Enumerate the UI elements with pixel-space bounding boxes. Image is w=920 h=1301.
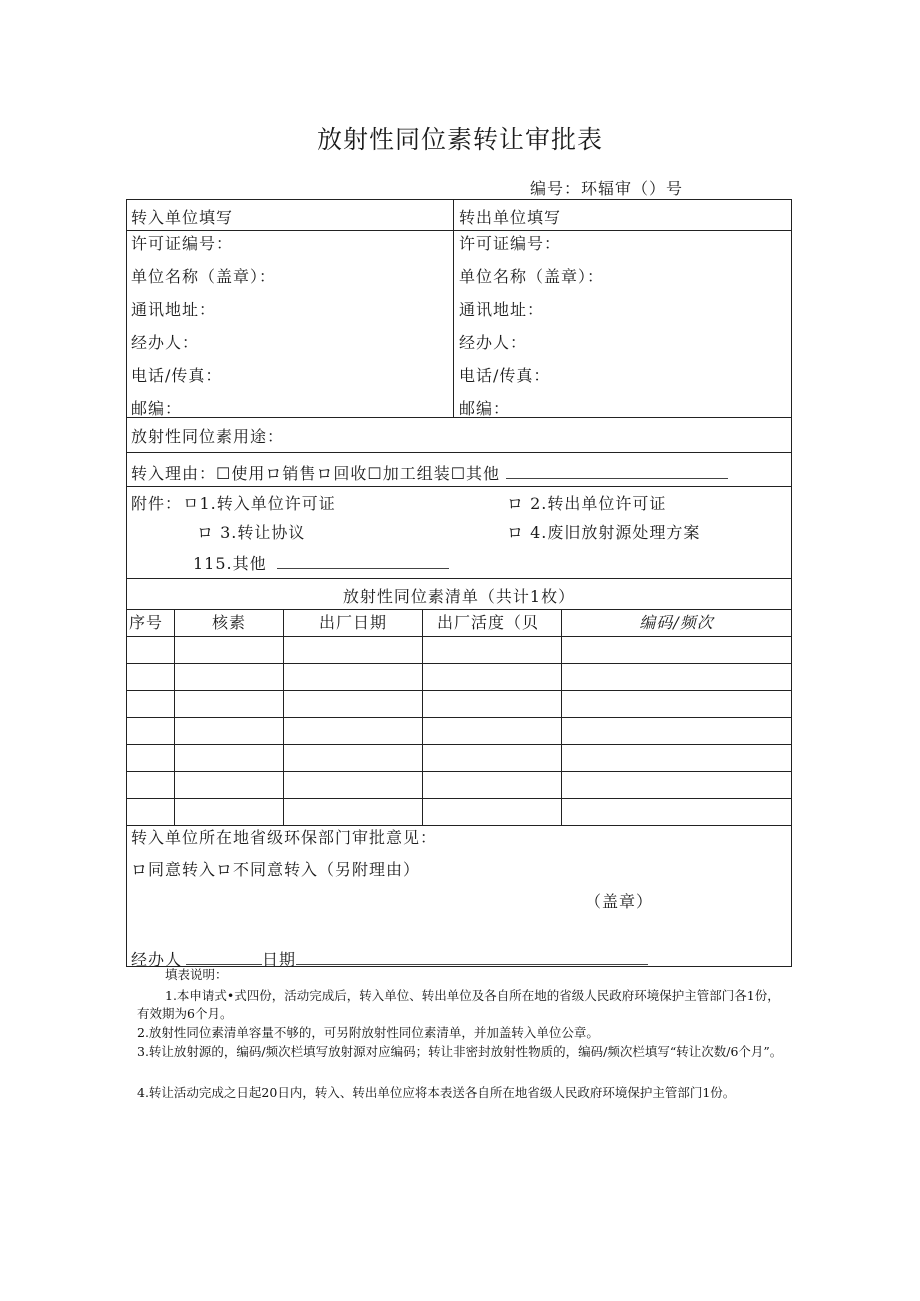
column-divider [174,609,175,825]
transferor-phone-fax: 电话/传真： [459,366,551,385]
transferor-handler: 经办人： [459,333,528,352]
approval-options: ロ同意转入ロ不同意转入（另附理由） [131,860,421,879]
attachment-transferee-license: ㅁ1.转入单位许可证 [183,494,336,513]
note-item-2: 2.放射性同位素清单容量不够的，可另附放射性同位素清单，并加盖转入单位公章。 [137,1025,599,1040]
transferee-license-number: 许可证编号： [131,234,234,253]
transfer-reason-text: 转入理由：☐使用ロ销售ロ回收☐加工组装☐其他 [131,464,501,483]
col-header-nuclide: 核素 [211,613,246,632]
form-title: 放射性同位素转让审批表 [316,125,603,154]
handler-label: 经办人 [131,950,183,969]
date-blank[interactable] [296,948,648,965]
isotope-purpose-label: 放射性同位素用途： [131,427,285,446]
transferor-license-number: 许可证编号： [459,234,562,253]
row-divider [127,452,791,453]
col-header-factory-date: 出厂日期 [318,613,387,632]
row-divider [127,663,791,664]
col-header-factory-activity: 出厂活度（贝 [437,613,540,632]
note-item-3: 3.转让放射源的，编码/频次栏填写放射源对应编码；转让非密封放射性物质的，编码/频次栏填写“转让次数/6个月”。 [137,1044,783,1059]
column-divider [453,200,454,417]
seal-label: （盖章） [585,892,654,911]
handler-blank[interactable] [186,948,262,965]
transferor-postcode: 邮编： [459,399,511,418]
column-divider [422,609,423,825]
document-number: 编号：环辐审（）号 [530,179,684,198]
row-divider [127,744,791,745]
transferee-unit-name: 单位名称（盖章）： [131,267,277,286]
transferee-phone-fax: 电话/传真： [131,366,223,385]
col-header-serial: 序号 [129,613,164,632]
approval-form-table [126,199,792,967]
attachment-transfer-agreement: ロ 3.转让协议 [197,523,306,542]
row-divider [127,609,791,610]
row-divider [127,771,791,772]
row-divider [127,230,791,231]
attachment-other [193,552,449,574]
notes-heading: 填表说明： [165,967,228,982]
other-reason-blank[interactable] [506,462,728,479]
transferee-postcode: 邮编： [131,399,183,418]
transferee-address: 通讯地址： [131,300,217,319]
attachment-transferor-license: ロ 2.转出单位许可证 [507,494,667,513]
row-divider [127,636,791,637]
approval-opinion-title: 转入单位所在地省级环保部门审批意见： [131,828,438,847]
transferor-address: 通讯地址： [459,300,545,319]
note-item-4: 4.转让活动完成之日起20日内，转入、转出单位应将本表送各自所在地省级人民政府环境保护主管部门1份。 [137,1085,736,1100]
note-item-1: 1.本申请式•式四份，活动完成后，转入单位、转出单位及各自所在地的省级人民政府环境保护主管部门各1份，有效期为6个月。 [137,988,780,1021]
transferor-unit-name: 单位名称（盖章）： [459,267,605,286]
col-header-code-frequency: 编码/频次 [639,613,714,632]
transferee-handler: 经办人： [131,333,200,352]
transferor-header: 转出单位填写 [459,208,562,227]
transferee-header: 转入单位填写 [131,208,234,227]
column-divider [283,609,284,825]
attachment-other-blank[interactable] [277,552,449,569]
row-divider [127,486,791,487]
row-divider [127,798,791,799]
attachments-label: 附件： [131,494,183,513]
row-divider [127,717,791,718]
row-divider [127,825,791,826]
transfer-reason-options [131,462,728,484]
column-divider [561,609,562,825]
date-label: 日期 [262,950,297,969]
attachment-disposal-plan: ロ 4.废旧放射源处理方案 [507,523,701,542]
inventory-title: 放射性同位素清单（共计1枚） [342,587,576,606]
attachment-other-label: 115.其他 [193,554,267,573]
row-divider [127,578,791,579]
row-divider [127,690,791,691]
